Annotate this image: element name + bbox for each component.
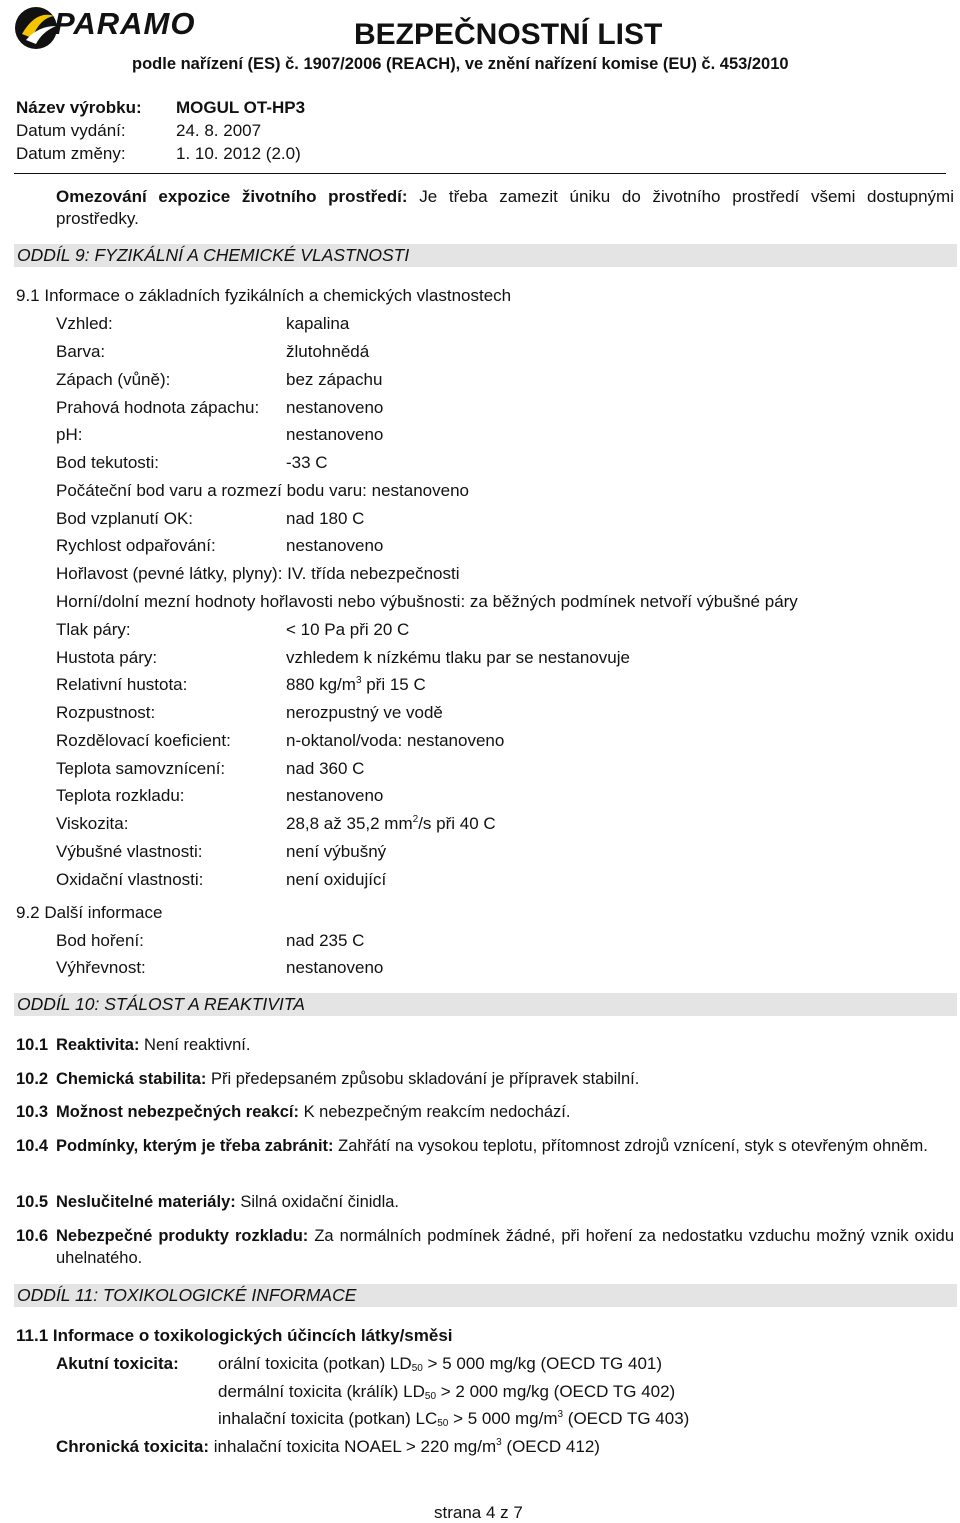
property-label: Hustota páry: — [56, 648, 158, 667]
property-value: kapalina — [286, 314, 350, 333]
header-divider — [14, 173, 946, 174]
product-name-label: Název výrobku: — [16, 98, 142, 117]
env-exposure-text: Je třeba zamezit úniku do životního prostředí všemi dostupnými prostředky. — [56, 187, 954, 228]
stability-item: Podmínky, kterým je třeba zabránit: Zahřátí na vysokou teplotu, přítomnost zdrojů vznícení, styk s otevřeným ohněm. — [56, 1137, 928, 1155]
section-11-heading: ODDÍL 11: TOXIKOLOGICKÉ INFORMACE — [14, 1284, 957, 1307]
property-label: Teplota samovznícení: — [56, 759, 226, 778]
env-exposure-label: Omezování expozice životního prostředí: — [56, 187, 408, 206]
item-number: 10.2 — [16, 1070, 49, 1088]
document-subtitle: podle nařízení (ES) č. 1907/2006 (REACH), ve znění nařízení komise (EU) č. 453/2010 — [132, 55, 789, 73]
stability-item: Neslučitelné materiály: Silná oxidační činidla. — [56, 1193, 400, 1211]
property-value: nestanoveno — [286, 786, 384, 805]
property-label: Výhřevnost: — [56, 958, 146, 977]
property-label: Teplota rozkladu: — [56, 786, 185, 805]
boiling-point-line: Počáteční bod varu a rozmezí bodu varu: nestanoveno — [56, 481, 469, 500]
property-label: Rozdělovací koeficient: — [56, 731, 231, 750]
property-label: Bod vzplanutí OK: — [56, 509, 194, 528]
property-label: Relativní hustota: — [56, 675, 188, 694]
item-number: 10.1 — [16, 1036, 49, 1054]
property-label: Barva: — [56, 342, 106, 361]
explosion-limits-line: Horní/dolní mezní hodnoty hořlavosti nebo výbušnosti: za běžných podmínek netvoří výbušné páry — [56, 592, 798, 611]
paramo-logo — [14, 4, 204, 52]
property-value: -33 C — [286, 453, 328, 472]
property-value: nestanoveno — [286, 398, 384, 417]
acute-toxicity-value: orální toxicita (potkan) $LD_{50} > 5$ 000 mg/kg (OECD TG 401) — [218, 1354, 663, 1374]
property-value: vzhledem k nízkému tlaku par se nestanovuje — [286, 648, 630, 667]
stability-item: Chemická stabilita: Při předepsaném způsobu skladování je přípravek stabilní. — [56, 1070, 640, 1088]
property-value: nestanoveno — [286, 425, 384, 444]
property-label: Zápach (vůně): — [56, 370, 171, 389]
change-date-value: 1. 10. 2012 (2.0) — [176, 144, 301, 163]
property-label: pH: — [56, 425, 83, 444]
property-label: Rozpustnost: — [56, 703, 156, 722]
property-label: Rychlost odpařování: — [56, 536, 216, 555]
property-value: nerozpustný ve vodě — [286, 703, 443, 722]
property-value: není výbušný — [286, 842, 387, 861]
item-number: 10.4 — [16, 1137, 49, 1155]
section-10-heading: ODDÍL 10: STÁLOST A REAKTIVITA — [14, 993, 957, 1016]
property-label: Viskozita: — [56, 814, 129, 833]
property-value: není oxidující — [286, 870, 387, 889]
property-label: Oxidační vlastnosti: — [56, 870, 204, 889]
property-value: n-oktanol/voda: nestanoveno — [286, 731, 505, 750]
property-value: nad 360 C — [286, 759, 365, 778]
property-value: bez zápachu — [286, 370, 383, 389]
property-value: nestanoveno — [286, 536, 384, 555]
section-11-1-heading: 11.1 Informace o toxikologických účincích látky/směsi — [16, 1326, 453, 1345]
property-label: Vzhled: — [56, 314, 113, 333]
property-value: nad 180 C — [286, 509, 365, 528]
item-number: 10.5 — [16, 1193, 49, 1211]
issue-date-label: Datum vydání: — [16, 121, 126, 140]
issue-date-value: 24. 8. 2007 — [176, 121, 262, 140]
change-date-label: Datum změny: — [16, 144, 126, 163]
property-label: Prahová hodnota zápachu: — [56, 398, 260, 417]
property-label: Bod hoření: — [56, 931, 144, 950]
stability-item: Nebezpečné produkty rozkladu: Za normálních podmínek žádné, při hoření za nedostatku vzduchu možný vznik oxidu uhelnatého. — [56, 1227, 954, 1267]
property-value: < 10 Pa při 20 C — [286, 620, 410, 639]
page-number: strana 4 z 7 — [434, 1503, 523, 1522]
document-title: BEZPEČNOSTNÍ LIST — [354, 18, 663, 51]
env-exposure-paragraph — [56, 186, 954, 230]
property-label: Bod tekutosti: — [56, 453, 160, 472]
item-number: 10.6 — [16, 1227, 49, 1245]
property-value: žlutohnědá — [286, 342, 370, 361]
property-label: Výbušné vlastnosti: — [56, 842, 203, 861]
product-name-value: MOGUL OT-HP3 — [176, 98, 306, 117]
relative-density-value: 880 $kg/m^3$ při 15 C — [286, 675, 426, 694]
property-value: nad 235 C — [286, 931, 365, 950]
viscosity-value: 28,8 až 35,2 $mm^2/s$ při 40 C — [286, 814, 496, 833]
chronic-toxicity-line: Chronická toxicita: inhalační toxicita NOAEL > 220 $mg/m^3$ (OECD 412) — [56, 1437, 600, 1456]
logo-wordmark: PARAMO — [54, 6, 196, 41]
section-9-1-heading: 9.1 Informace o základních fyzikálních a chemických vlastnostech — [16, 286, 512, 305]
property-value: nestanoveno — [286, 958, 384, 977]
item-number: 10.3 — [16, 1103, 49, 1121]
property-label: Tlak páry: — [56, 620, 131, 639]
section-9-heading: ODDÍL 9: FYZIKÁLNÍ A CHEMICKÉ VLASTNOSTI — [14, 244, 957, 267]
acute-toxicity-value: inhalační toxicita (potkan) $LC_{50} > 5$ 000 $mg/m^3$ (OECD TG 403) — [218, 1409, 690, 1429]
acute-toxicity-value: dermální toxicita (králík) $LD_{50} > 2$ 000 mg/kg (OECD TG 402) — [218, 1382, 676, 1402]
flammability-line: Hořlavost (pevné látky, plyny): IV. třída nebezpečnosti — [56, 564, 460, 583]
section-9-2-heading: 9.2 Další informace — [16, 903, 163, 922]
stability-item: Reaktivita: Není reaktivní. — [56, 1036, 251, 1054]
stability-item: Možnost nebezpečných reakcí: K nebezpečným reakcím nedochází. — [56, 1103, 571, 1121]
acute-toxicity-label: Akutní toxicita: — [56, 1354, 179, 1373]
